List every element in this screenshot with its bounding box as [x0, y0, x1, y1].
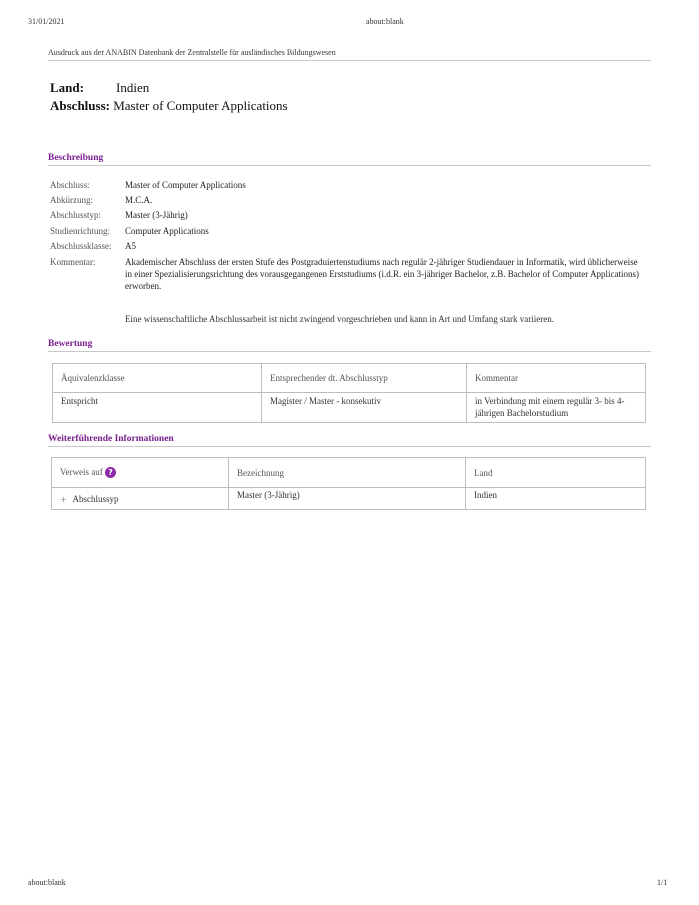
desc-label: Studienrichtung:: [50, 226, 110, 236]
table-header: Kommentar: [467, 364, 646, 393]
desc-label: Kommentar:: [50, 257, 96, 267]
desc-label: Abschlusstyp:: [50, 210, 102, 220]
table-header: Land: [466, 458, 646, 488]
verweis-link[interactable]: Abschlussyp: [72, 494, 119, 504]
table-cell: Master (3-Jährig): [229, 488, 466, 510]
info-icon[interactable]: ?: [105, 467, 116, 478]
section-bewertung: Bewertung: [48, 339, 93, 349]
desc-label: Abkürzung:: [50, 195, 93, 205]
summary-abschluss: [50, 98, 288, 114]
verweis-header-label: Verweis auf: [60, 466, 103, 477]
desc-value-kommentar: Akademischer Abschluss der ersten Stufe des Postgraduiertenstudiums nach regulär 2-jähriger Studiendauer in Informatik, wird üblicherweise in einer Spezialisierungsrichtung des vorausgegangenen Erststudiums (i.d.R. ein 3-jähriger Bachelor, z.B. Bachelor of Computer Applications) erworben.: [125, 257, 640, 291]
expand-icon[interactable]: +: [60, 495, 67, 504]
table-header: [52, 458, 229, 488]
table-header: Bezeichnung: [229, 458, 466, 488]
desc-value: Master (3-Jährig): [125, 210, 188, 220]
desc-value: Master of Computer Applications: [125, 180, 246, 190]
table-header-row: [52, 458, 646, 488]
print-url-top: about:blank: [366, 17, 404, 26]
print-date: 31/01/2021: [28, 17, 65, 26]
table-header: Entsprechender dt. Abschlusstyp: [262, 364, 467, 393]
table-cell: Entspricht: [53, 393, 262, 423]
land-value: Indien: [116, 80, 150, 95]
desc-value: M.C.A.: [125, 195, 153, 205]
beschreibung-divider: [48, 165, 651, 166]
bewertung-divider: [48, 351, 651, 352]
table-cell: Indien: [466, 488, 646, 510]
weiterfuehrend-divider: [48, 446, 651, 447]
weiterfuehrend-table: [51, 457, 646, 510]
table-row: [53, 393, 646, 423]
land-label: Land:: [50, 80, 84, 95]
table-row: [52, 488, 646, 510]
table-cell: Magister / Master - konsekutiv: [262, 393, 467, 423]
source-header: Ausdruck aus der ANABIN Datenbank der Zentralstelle für ausländisches Bildungswesen: [48, 48, 336, 57]
desc-value: A5: [125, 241, 136, 251]
section-weiterfuehrend: Weiterführende Informationen: [48, 434, 174, 444]
abschluss-value: Master of Computer Applications: [113, 98, 288, 113]
print-url-bottom: about:blank: [28, 878, 66, 887]
page-counter: 1/1: [657, 878, 668, 887]
table-header: Äquivalenzklasse: [53, 364, 262, 393]
desc-label: Abschlussklasse:: [50, 241, 112, 251]
section-beschreibung: Beschreibung: [48, 153, 104, 163]
desc-value: Computer Applications: [125, 226, 209, 236]
table-cell[interactable]: [52, 488, 229, 510]
bewertung-table: [52, 363, 646, 423]
summary-land: [50, 80, 150, 96]
header-divider: [48, 60, 651, 61]
desc-label: Abschluss:: [50, 180, 90, 190]
table-header-row: [53, 364, 646, 393]
table-cell: in Verbindung mit einem regulär 3- bis 4-jährigen Bachelorstudium: [467, 393, 646, 423]
abschluss-label: Abschluss:: [50, 98, 110, 113]
desc-note: Eine wissenschaftliche Abschlussarbeit ist nicht zwingend vorgeschrieben und kann in Art und Umfang stark variieren.: [125, 314, 554, 324]
